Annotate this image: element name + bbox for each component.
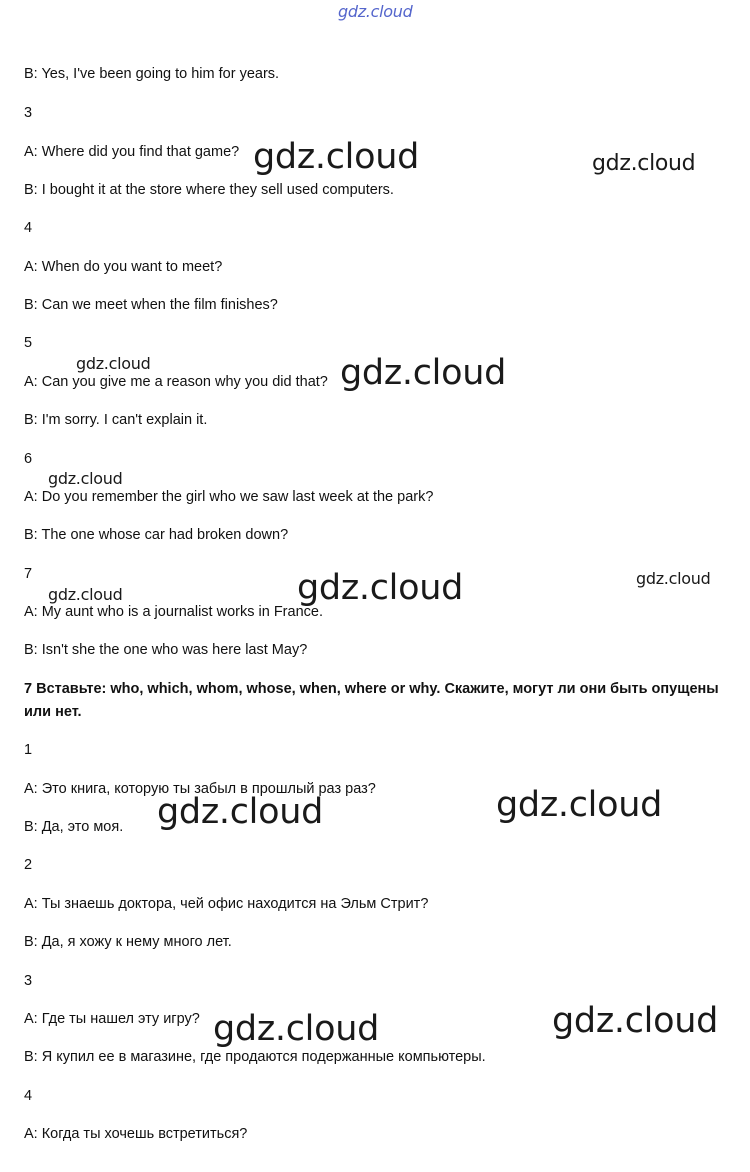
item-number: 7 — [24, 566, 33, 582]
item-number: 3 — [24, 105, 33, 121]
question-line: A: When do you want to meet? — [24, 259, 223, 275]
answer-line: B: I bought it at the store where they sell used computers. — [24, 182, 394, 198]
question-line: A: Это книга, которую ты забыл в прошлый раз раз? — [24, 781, 376, 797]
item-number: 2 — [24, 857, 33, 873]
watermark: gdz.cloud — [157, 792, 324, 832]
watermark: gdz.cloud — [253, 137, 420, 177]
answer-line: B: Да, это моя. — [24, 819, 124, 835]
answer-line: B: Я купил ее в магазине, где продаются подержанные компьютеры. — [24, 1049, 486, 1065]
watermark: gdz.cloud — [340, 353, 507, 393]
question-line: A: Когда ты хочешь встретиться? — [24, 1126, 248, 1142]
watermark: gdz.cloud — [636, 569, 711, 588]
watermark: gdz.cloud — [552, 1001, 719, 1041]
item-number: 5 — [24, 335, 33, 351]
watermark: gdz.cloud — [76, 354, 151, 373]
question-line: A: Do you remember the girl who we saw last week at the park? — [24, 489, 434, 505]
answer-line: B: I'm sorry. I can't explain it. — [24, 412, 208, 428]
exercise-heading: 7 Вставьте: who, which, whom, whose, when, where or why. Скажите, могут ли они быть опущены или нет. — [24, 681, 719, 720]
item-number: 6 — [24, 451, 33, 467]
answer-line: B: Can we meet when the film finishes? — [24, 297, 278, 313]
watermark: gdz.cloud — [48, 469, 123, 488]
watermark: gdz.cloud — [496, 785, 663, 825]
item-number: 4 — [24, 220, 33, 236]
item-number: 1 — [24, 742, 33, 758]
question-line: A: Can you give me a reason why you did that? — [24, 374, 328, 390]
answer-line: B: Yes, I've been going to him for years. — [24, 66, 280, 82]
answer-line: B: Да, я хожу к нему много лет. — [24, 934, 232, 950]
item-number: 4 — [24, 1088, 33, 1104]
question-line: A: Where did you find that game? — [24, 144, 240, 160]
watermark: gdz.cloud — [338, 2, 413, 21]
watermark: gdz.cloud — [297, 568, 464, 608]
watermark: gdz.cloud — [48, 585, 123, 604]
watermark: gdz.cloud — [213, 1009, 380, 1049]
answer-line: B: Isn't she the one who was here last May? — [24, 642, 308, 658]
question-line: A: Где ты нашел эту игру? — [24, 1011, 200, 1027]
question-line: A: Ты знаешь доктора, чей офис находится на Эльм Стрит? — [24, 896, 429, 912]
item-number: 3 — [24, 973, 33, 989]
answer-line: B: The one whose car had broken down? — [24, 527, 289, 543]
watermark: gdz.cloud — [592, 151, 696, 176]
question-line: A: My aunt who is a journalist works in France. — [24, 604, 323, 620]
